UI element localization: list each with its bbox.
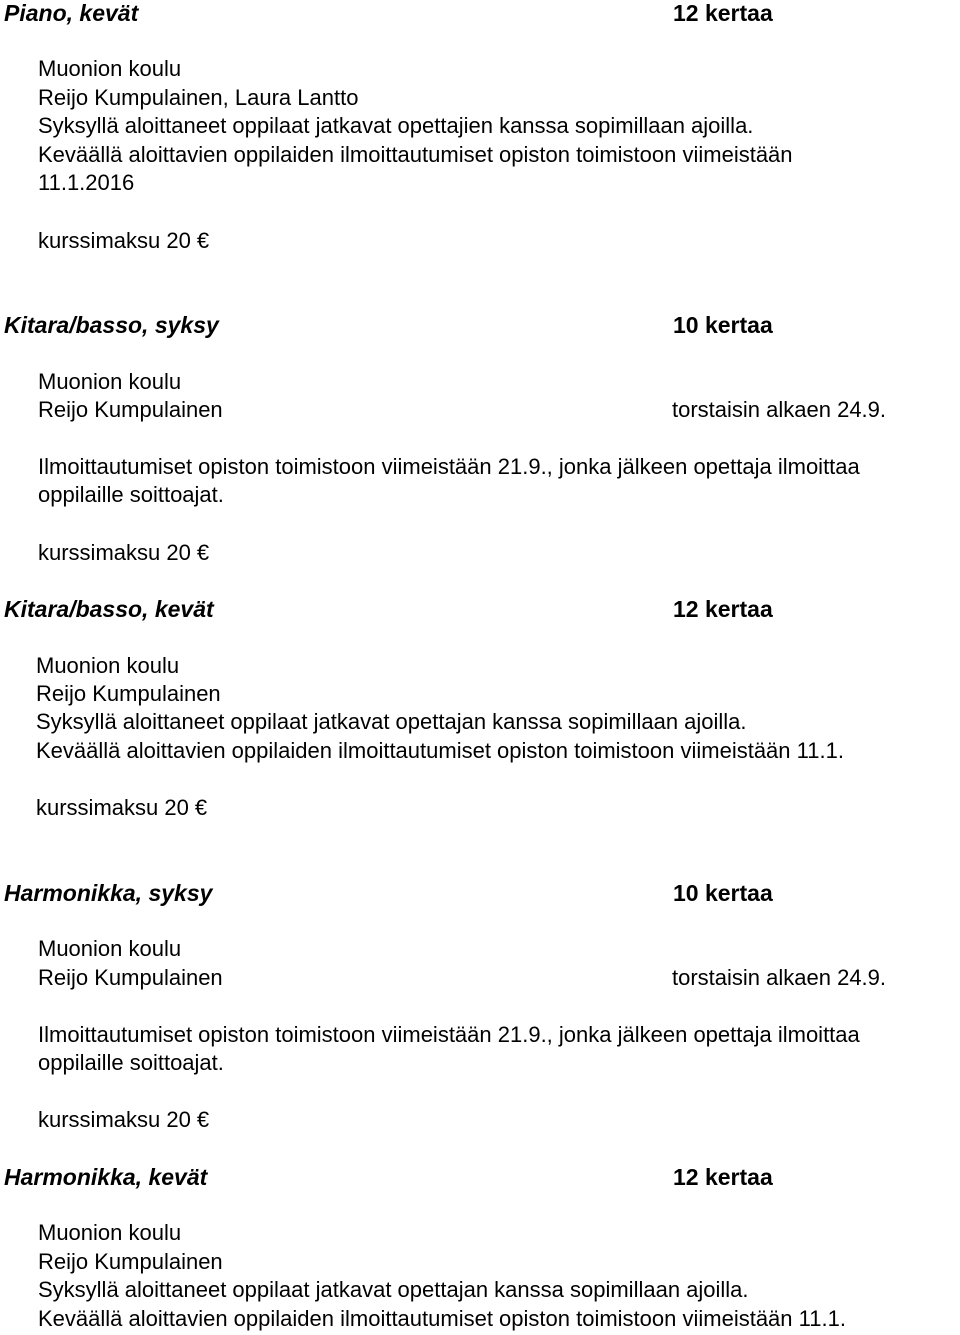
fee-amount: 20	[166, 1107, 191, 1132]
course-info-line: Keväällä aloittavien oppilaiden ilmoittautumiset opiston toimistoon viimeistään	[38, 142, 793, 167]
course-teacher: Reijo Kumpulainen	[36, 681, 221, 706]
course-fee	[38, 228, 209, 254]
fee-amount: 20	[166, 540, 191, 565]
course-info-line: oppilaille soittoajat.	[38, 1050, 224, 1075]
course-teacher: Reijo Kumpulainen	[38, 1249, 223, 1274]
course-location: Muonion koulu	[38, 1220, 182, 1245]
course-title-accordion-spring: Harmonikka, kevät	[4, 1164, 208, 1190]
fee-label: kurssimaksu	[36, 795, 159, 820]
euro-icon: €	[196, 228, 210, 253]
course-info-line: oppilaille soittoajat.	[38, 482, 224, 507]
course-teacher: Reijo Kumpulainen	[38, 397, 223, 422]
fee-label: kurssimaksu	[38, 228, 161, 253]
course-title-guitar-autumn: Kitara/basso, syksy	[4, 312, 219, 338]
fee-amount: 20	[166, 228, 191, 253]
course-location: Muonion koulu	[38, 936, 182, 961]
course-info-line: 11.1.2016	[38, 170, 135, 195]
fee-label: kurssimaksu	[38, 540, 161, 565]
course-title-accordion-autumn: Harmonikka, syksy	[4, 880, 213, 906]
course-location: Muonion koulu	[36, 653, 180, 678]
course-info-line: Keväällä aloittavien oppilaiden ilmoittautumiset opiston toimistoon viimeistään 11.1.	[38, 1306, 846, 1331]
course-sessions: 12 kertaa	[673, 596, 773, 622]
course-info-line: Syksyllä aloittaneet oppilaat jatkavat opettajan kanssa sopimillaan ajoilla.	[36, 709, 747, 734]
course-info-line: Ilmoittautumiset opiston toimistoon viimeistään 21.9., jonka jälkeen opettaja ilmoittaa	[38, 1022, 860, 1047]
course-fee	[36, 795, 207, 821]
course-sessions: 12 kertaa	[673, 0, 773, 26]
course-info-line: Ilmoittautumiset opiston toimistoon viimeistään 21.9., jonka jälkeen opettaja ilmoittaa	[38, 454, 860, 479]
fee-amount: 20	[164, 795, 189, 820]
course-info-line: Syksyllä aloittaneet oppilaat jatkavat opettajien kanssa sopimillaan ajoilla.	[38, 113, 754, 138]
course-teacher: Reijo Kumpulainen	[38, 965, 223, 990]
course-title-guitar-spring: Kitara/basso, kevät	[4, 596, 214, 622]
course-fee	[38, 540, 209, 566]
fee-label: kurssimaksu	[38, 1107, 161, 1132]
course-fee	[38, 1107, 209, 1133]
course-sessions: 10 kertaa	[673, 880, 773, 906]
euro-icon: €	[196, 1107, 210, 1132]
course-sessions: 10 kertaa	[673, 312, 773, 338]
course-sessions: 12 kertaa	[673, 1164, 773, 1190]
euro-icon: €	[194, 795, 208, 820]
course-info-line: Syksyllä aloittaneet oppilaat jatkavat opettajan kanssa sopimillaan ajoilla.	[38, 1277, 749, 1302]
course-schedule: torstaisin alkaen 24.9.	[672, 965, 887, 990]
course-info-line: Keväällä aloittavien oppilaiden ilmoittautumiset opiston toimistoon viimeistään 11.1.	[36, 738, 844, 763]
course-title-piano-spring: Piano, kevät	[4, 0, 139, 26]
course-location: Muonion koulu	[38, 369, 182, 394]
course-location: Muonion koulu	[38, 56, 182, 81]
course-schedule: torstaisin alkaen 24.9.	[672, 397, 887, 422]
course-teacher: Reijo Kumpulainen, Laura Lantto	[38, 85, 359, 110]
euro-icon: €	[196, 540, 210, 565]
